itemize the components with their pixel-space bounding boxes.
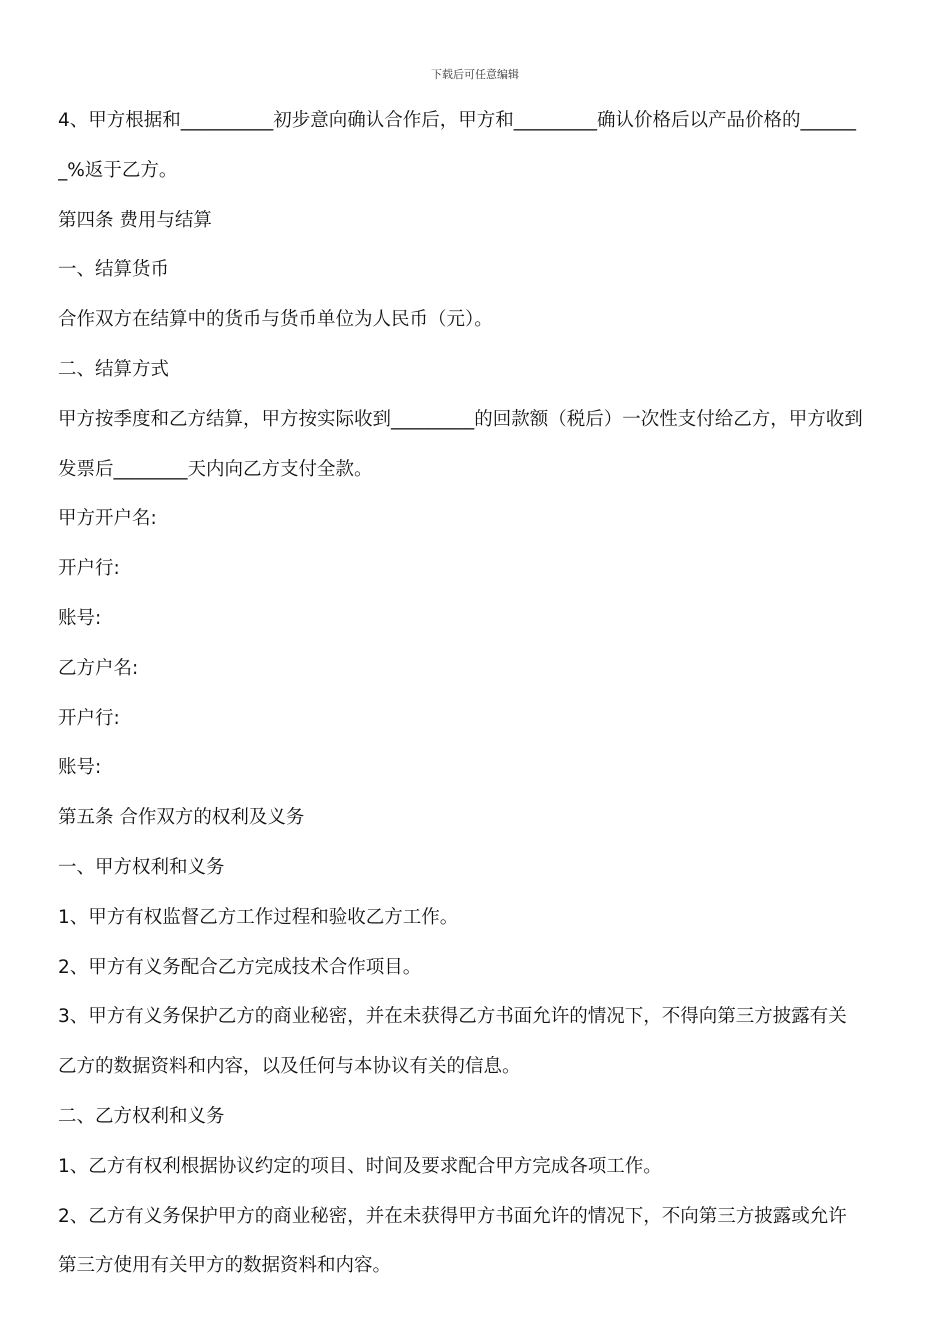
paragraph-line: 4、甲方根据和__________初步意向确认合作后，甲方和_________确认价格后以产品价格的______ — [58, 110, 857, 131]
header-note: 下载后可任意编辑 — [431, 68, 519, 81]
document-body — [58, 96, 894, 1291]
section-heading: 第五条 合作双方的权利及义务 — [58, 807, 305, 829]
field-label: 开户行: — [58, 558, 120, 580]
section-heading: 第四条 费用与结算 — [58, 209, 212, 231]
list-item: 1、甲方有权监督乙方工作过程和验收乙方工作。 — [58, 906, 459, 928]
field-label: 账号: — [58, 757, 102, 779]
list-item-continuation: 乙方的数据资料和内容，以及任何与本协议有关的信息。 — [58, 1056, 521, 1078]
paragraph-line: _%返于乙方。 — [58, 159, 178, 181]
list-item: 2、甲方有义务配合乙方完成技术合作项目。 — [58, 956, 422, 978]
paragraph-line: 合作双方在结算中的货币与货币单位为人民币（元）。 — [58, 309, 493, 331]
list-item: 1、乙方有权利根据协议约定的项目、时间及要求配合甲方完成各项工作。 — [58, 1155, 662, 1177]
field-label: 开户行: — [58, 707, 120, 729]
list-item-continuation: 第三方使用有关甲方的数据资料和内容。 — [58, 1255, 392, 1277]
subsection-heading: 二、乙方权利和义务 — [58, 1105, 225, 1127]
subsection-heading: 一、结算货币 — [58, 259, 170, 281]
subsection-heading: 一、甲方权利和义务 — [58, 856, 225, 878]
field-label: 乙方户名: — [58, 657, 139, 679]
subsection-heading: 二、结算方式 — [58, 358, 170, 380]
paragraph-line: 甲方按季度和乙方结算，甲方按实际收到_________的回款额（税后）一次性支付给乙方，甲方收到 — [58, 408, 863, 430]
list-item: 2、乙方有义务保护甲方的商业秘密，并在未获得甲方书面允许的情况下，不向第三方披露或允许 — [58, 1205, 847, 1227]
field-label: 账号: — [58, 607, 102, 629]
field-label: 甲方开户名: — [58, 508, 157, 530]
list-item: 3、甲方有义务保护乙方的商业秘密，并在未获得乙方书面允许的情况下，不得向第三方披露有关 — [58, 1006, 847, 1028]
paragraph-line: 发票后________天内向乙方支付全款。 — [58, 458, 373, 480]
